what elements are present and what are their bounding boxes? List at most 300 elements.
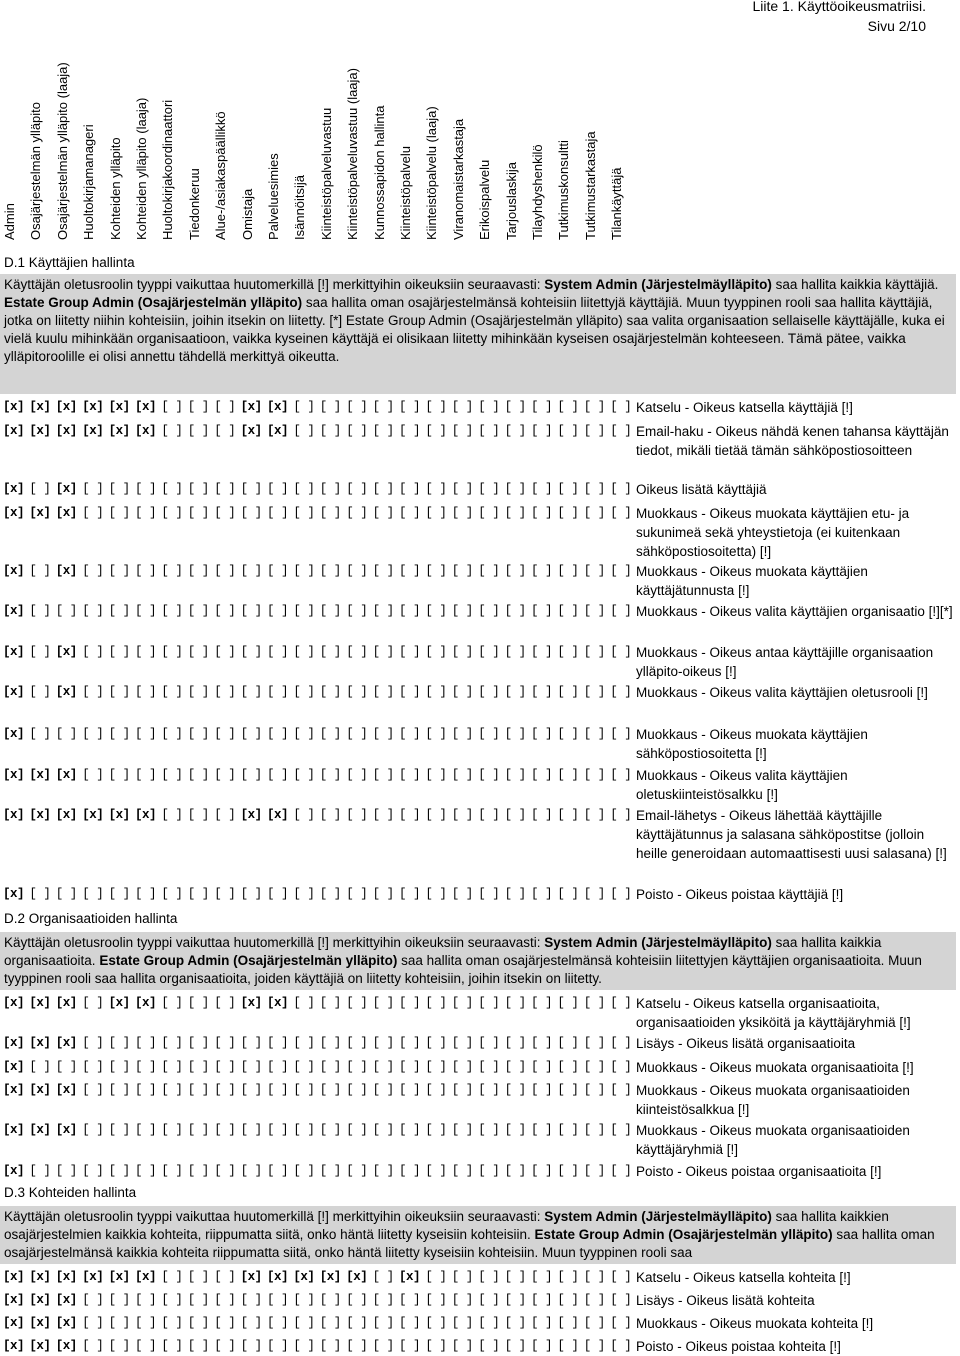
empty-box: [ ] — [531, 1164, 553, 1178]
empty-box: [ ] — [161, 1316, 183, 1330]
empty-box: [ ] — [531, 645, 553, 659]
checked-box: [x] — [346, 1270, 368, 1284]
empty-box: [ ] — [187, 564, 209, 578]
role-header: Kohteiden ylläpito (laaja) — [134, 97, 149, 240]
empty-box: [ ] — [346, 1060, 368, 1074]
empty-box: [ ] — [135, 1123, 157, 1137]
empty-box: [ ] — [55, 887, 77, 901]
empty-box: [ ] — [610, 887, 632, 901]
section-description — [0, 932, 956, 990]
empty-box: [ ] — [82, 1293, 104, 1307]
description-text: saa hallita kaikkia käyttäjiä. — [771, 277, 939, 292]
empty-box: [ ] — [135, 604, 157, 618]
checked-box: [x] — [55, 506, 77, 520]
empty-box: [ ] — [82, 887, 104, 901]
empty-box: [ ] — [293, 645, 315, 659]
empty-box: [ ] — [425, 1123, 447, 1137]
empty-box: [ ] — [293, 727, 315, 741]
empty-box: [ ] — [478, 1060, 500, 1074]
empty-box: [ ] — [372, 1293, 394, 1307]
empty-box: [ ] — [29, 1060, 51, 1074]
permission-description: Muokkaus - Oikeus antaa käyttäjille organisaation ylläpito-oikeus [!] — [636, 645, 934, 679]
empty-box: [ ] — [451, 768, 473, 782]
checked-box: [x] — [55, 1123, 77, 1137]
checked-box: [x] — [399, 1270, 421, 1284]
empty-box: [ ] — [346, 768, 368, 782]
permission-description: Muokkaus - Oikeus valita käyttäjien organisaatio [!][*] — [636, 604, 953, 619]
checked-box: [x] — [240, 400, 262, 414]
empty-box: [ ] — [583, 768, 605, 782]
empty-box: [ ] — [293, 1083, 315, 1097]
empty-box: [ ] — [82, 685, 104, 699]
empty-box: [ ] — [293, 768, 315, 782]
role-header: Viranomaistarkastaja — [450, 118, 466, 240]
empty-box: [ ] — [319, 400, 341, 414]
empty-box: [ ] — [214, 424, 236, 438]
empty-box: [ ] — [557, 887, 579, 901]
empty-box: [ ] — [161, 604, 183, 618]
empty-box: [ ] — [240, 887, 262, 901]
empty-box: [ ] — [399, 887, 421, 901]
role-header: Huoltokirjamanageri — [81, 124, 97, 240]
checked-box: [x] — [3, 400, 25, 414]
empty-box: [ ] — [161, 400, 183, 414]
empty-box: [ ] — [29, 645, 51, 659]
empty-box: [ ] — [187, 424, 209, 438]
empty-box: [ ] — [557, 506, 579, 520]
checked-box: [x] — [3, 1060, 25, 1074]
empty-box: [ ] — [425, 727, 447, 741]
empty-box: [ ] — [531, 1036, 553, 1050]
empty-box: [ ] — [425, 1060, 447, 1074]
description-text: saa hallita kaikkien osajärjestelmien kaikkia kohteita, riippumatta siitä, onko häntä liitetty kyseisiin kohteisiin. — [4, 1209, 889, 1242]
empty-box: [ ] — [161, 887, 183, 901]
empty-box: [ ] — [187, 1316, 209, 1330]
checked-box: [x] — [82, 400, 104, 414]
empty-box: [ ] — [108, 887, 130, 901]
empty-box: [ ] — [583, 645, 605, 659]
empty-box: [ ] — [240, 685, 262, 699]
permission-description: Muokkaus - Oikeus muokata organisaatioiden kiinteistösalkkua [!] — [636, 1083, 910, 1117]
empty-box: [ ] — [346, 482, 368, 496]
empty-box: [ ] — [531, 727, 553, 741]
empty-box: [ ] — [319, 685, 341, 699]
empty-box: [ ] — [557, 1270, 579, 1284]
role-checkbox-group — [3, 1291, 633, 1309]
emphasis-text: System Admin (Järjestelmäylläpito) — [544, 277, 772, 292]
permission-description: Muokkaus - Oikeus muokata käyttäjien etu- ja sukunimeä sekä yhteystietoja (ei kuitenkaan sähköpostiosoitetta) [!] — [636, 506, 910, 559]
empty-box: [ ] — [240, 1083, 262, 1097]
empty-box: [ ] — [82, 768, 104, 782]
empty-box: [ ] — [187, 1293, 209, 1307]
empty-box: [ ] — [346, 645, 368, 659]
empty-box: [ ] — [583, 1339, 605, 1353]
empty-box: [ ] — [346, 564, 368, 578]
empty-box: [ ] — [557, 400, 579, 414]
empty-box: [ ] — [108, 1060, 130, 1074]
empty-box: [ ] — [557, 727, 579, 741]
empty-box: [ ] — [108, 604, 130, 618]
empty-box: [ ] — [425, 887, 447, 901]
empty-box: [ ] — [504, 645, 526, 659]
checked-box: [x] — [135, 808, 157, 822]
empty-box: [ ] — [478, 996, 500, 1010]
role-checkbox-group — [3, 562, 633, 580]
role-header: Omistaja — [239, 188, 255, 240]
empty-box: [ ] — [531, 482, 553, 496]
checked-box: [x] — [55, 768, 77, 782]
empty-box: [ ] — [425, 564, 447, 578]
permission-description: Muokkaus - Oikeus valita käyttäjien oletuskiinteistösalkku [!] — [636, 768, 848, 802]
empty-box: [ ] — [504, 400, 526, 414]
empty-box: [ ] — [293, 808, 315, 822]
description-text: Käyttäjän oletusroolin tyyppi vaikuttaa huutomerkillä [!] merkittyihin oikeuksiin seuraavasti: — [4, 935, 545, 950]
empty-box: [ ] — [610, 685, 632, 699]
empty-box: [ ] — [55, 1060, 77, 1074]
description-text: Käyttäjän oletusroolin tyyppi vaikuttaa huutomerkillä [!] merkittyihin oikeuksiin seuraavasti: — [4, 277, 545, 292]
empty-box: [ ] — [504, 424, 526, 438]
empty-box: [ ] — [557, 1316, 579, 1330]
empty-box: [ ] — [531, 424, 553, 438]
checked-box: [x] — [55, 400, 77, 414]
checked-box: [x] — [55, 685, 77, 699]
empty-box: [ ] — [108, 727, 130, 741]
empty-box: [ ] — [478, 808, 500, 822]
empty-box: [ ] — [504, 1316, 526, 1330]
role-header: Osajärjestelmän ylläpito — [28, 101, 44, 240]
role-header: Tilankäyttäjä — [609, 167, 625, 240]
empty-box: [ ] — [161, 1293, 183, 1307]
empty-box: [ ] — [583, 506, 605, 520]
empty-box: [ ] — [161, 564, 183, 578]
empty-box: [ ] — [240, 1316, 262, 1330]
empty-box: [ ] — [108, 506, 130, 520]
checked-box: [x] — [82, 424, 104, 438]
empty-box: [ ] — [583, 424, 605, 438]
checked-box: [x] — [55, 1339, 77, 1353]
role-header: Kiinteistöpalveluvastuu (laaja) — [345, 68, 361, 240]
checked-box: [x] — [267, 996, 289, 1010]
empty-box: [ ] — [82, 1036, 104, 1050]
empty-box: [ ] — [214, 1339, 236, 1353]
empty-box: [ ] — [478, 604, 500, 618]
empty-box: [ ] — [557, 1083, 579, 1097]
section-title: D.2 Organisaatioiden hallinta — [4, 911, 178, 926]
empty-box: [ ] — [425, 685, 447, 699]
empty-box: [ ] — [319, 645, 341, 659]
empty-box: [ ] — [372, 564, 394, 578]
empty-box: [ ] — [29, 887, 51, 901]
empty-box: [ ] — [399, 645, 421, 659]
empty-box: [ ] — [240, 727, 262, 741]
empty-box: [ ] — [346, 1316, 368, 1330]
empty-box: [ ] — [187, 506, 209, 520]
empty-box: [ ] — [267, 1164, 289, 1178]
checked-box: [x] — [29, 1293, 51, 1307]
empty-box: [ ] — [557, 1036, 579, 1050]
empty-box: [ ] — [557, 1060, 579, 1074]
empty-box: [ ] — [319, 604, 341, 618]
empty-box: [ ] — [187, 604, 209, 618]
empty-box: [ ] — [372, 1083, 394, 1097]
empty-box: [ ] — [55, 604, 77, 618]
empty-box: [ ] — [425, 482, 447, 496]
empty-box: [ ] — [161, 768, 183, 782]
empty-box: [ ] — [425, 604, 447, 618]
empty-box: [ ] — [82, 1339, 104, 1353]
checked-box: [x] — [82, 1270, 104, 1284]
empty-box: [ ] — [293, 1164, 315, 1178]
empty-box: [ ] — [372, 1036, 394, 1050]
empty-box: [ ] — [425, 424, 447, 438]
checked-box: [x] — [267, 808, 289, 822]
empty-box: [ ] — [135, 887, 157, 901]
empty-box: [ ] — [610, 482, 632, 496]
section-title: D.1 Käyttäjien hallinta — [4, 255, 135, 270]
empty-box: [ ] — [108, 482, 130, 496]
permission-matrix — [0, 250, 960, 1355]
empty-box: [ ] — [82, 1164, 104, 1178]
page-header — [0, 0, 960, 250]
empty-box: [ ] — [557, 564, 579, 578]
empty-box: [ ] — [135, 1316, 157, 1330]
empty-box: [ ] — [214, 1293, 236, 1307]
empty-box: [ ] — [293, 887, 315, 901]
empty-box: [ ] — [583, 1270, 605, 1284]
checked-box: [x] — [135, 996, 157, 1010]
role-checkbox-group — [3, 1081, 633, 1099]
section-description — [0, 1206, 956, 1264]
checked-box: [x] — [3, 482, 25, 496]
permission-description: Email-haku - Oikeus nähdä kenen tahansa käyttäjän tiedot, mikäli tietää tämän sähköpostiosoitteen — [636, 424, 949, 458]
empty-box: [ ] — [214, 685, 236, 699]
checked-box: [x] — [55, 1293, 77, 1307]
empty-box: [ ] — [583, 996, 605, 1010]
empty-box: [ ] — [161, 1060, 183, 1074]
empty-box: [ ] — [240, 506, 262, 520]
empty-box: [ ] — [425, 1083, 447, 1097]
empty-box: [ ] — [399, 1036, 421, 1050]
empty-box: [ ] — [293, 996, 315, 1010]
empty-box: [ ] — [583, 564, 605, 578]
document-title: Liite 1. Käyttöoikeusmatriisi. — [752, 0, 926, 14]
checked-box: [x] — [3, 887, 25, 901]
empty-box: [ ] — [214, 727, 236, 741]
empty-box: [ ] — [319, 768, 341, 782]
role-checkbox-group — [3, 994, 633, 1012]
role-header: Tutkimuskonsultti — [556, 140, 572, 240]
empty-box: [ ] — [610, 727, 632, 741]
empty-box: [ ] — [372, 1060, 394, 1074]
checked-box: [x] — [55, 482, 77, 496]
empty-box: [ ] — [346, 400, 368, 414]
empty-box: [ ] — [319, 727, 341, 741]
empty-box: [ ] — [214, 1164, 236, 1178]
role-header: Tarjouslaskija — [503, 161, 519, 240]
empty-box: [ ] — [161, 1123, 183, 1137]
empty-box: [ ] — [372, 400, 394, 414]
empty-box: [ ] — [267, 1316, 289, 1330]
empty-box: [ ] — [29, 685, 51, 699]
role-checkbox-group — [3, 504, 633, 522]
empty-box: [ ] — [478, 564, 500, 578]
empty-box: [ ] — [583, 400, 605, 414]
empty-box: [ ] — [583, 1036, 605, 1050]
role-checkbox-group — [3, 643, 633, 661]
empty-box: [ ] — [214, 1083, 236, 1097]
empty-box: [ ] — [293, 1316, 315, 1330]
empty-box: [ ] — [531, 1083, 553, 1097]
checked-box: [x] — [29, 506, 51, 520]
empty-box: [ ] — [478, 1316, 500, 1330]
empty-box: [ ] — [399, 400, 421, 414]
empty-box: [ ] — [399, 564, 421, 578]
empty-box: [ ] — [319, 1123, 341, 1137]
checked-box: [x] — [135, 1270, 157, 1284]
empty-box: [ ] — [531, 1293, 553, 1307]
emphasis-text: Estate Group Admin (Osajärjestelmän ylläpito) — [99, 953, 398, 968]
empty-box: [ ] — [557, 685, 579, 699]
empty-box: [ ] — [161, 1083, 183, 1097]
empty-box: [ ] — [557, 996, 579, 1010]
empty-box: [ ] — [399, 506, 421, 520]
role-header: Erikoispalvelu — [477, 159, 493, 240]
empty-box: [ ] — [108, 768, 130, 782]
empty-box: [ ] — [346, 887, 368, 901]
role-header: Osajärjestelmän ylläpito (laaja) — [54, 62, 70, 240]
empty-box: [ ] — [161, 645, 183, 659]
empty-box: [ ] — [451, 1036, 473, 1050]
empty-box: [ ] — [451, 424, 473, 438]
empty-box: [ ] — [610, 1316, 632, 1330]
checked-box: [x] — [108, 424, 130, 438]
empty-box: [ ] — [214, 645, 236, 659]
permission-description: Poisto - Oikeus poistaa organisaatioita [!] — [636, 1164, 882, 1179]
empty-box: [ ] — [82, 996, 104, 1010]
empty-box: [ ] — [583, 1316, 605, 1330]
empty-box: [ ] — [319, 1036, 341, 1050]
empty-box: [ ] — [161, 482, 183, 496]
empty-box: [ ] — [187, 685, 209, 699]
empty-box: [ ] — [108, 1083, 130, 1097]
empty-box: [ ] — [504, 996, 526, 1010]
empty-box: [ ] — [478, 400, 500, 414]
empty-box: [ ] — [531, 564, 553, 578]
empty-box: [ ] — [187, 1270, 209, 1284]
empty-box: [ ] — [267, 482, 289, 496]
empty-box: [ ] — [504, 1339, 526, 1353]
permission-description: Poisto - Oikeus poistaa käyttäjiä [!] — [636, 887, 844, 902]
empty-box: [ ] — [557, 1293, 579, 1307]
role-header: Kunnossapidon hallinta — [371, 105, 387, 240]
empty-box: [ ] — [319, 887, 341, 901]
empty-box: [ ] — [161, 506, 183, 520]
empty-box: [ ] — [425, 1270, 447, 1284]
checked-box: [x] — [29, 1270, 51, 1284]
empty-box: [ ] — [82, 1083, 104, 1097]
role-checkbox-group — [3, 1121, 633, 1139]
checked-box: [x] — [29, 768, 51, 782]
empty-box: [ ] — [319, 1316, 341, 1330]
checked-box: [x] — [29, 1316, 51, 1330]
role-checkbox-group — [3, 1268, 633, 1286]
empty-box: [ ] — [531, 1339, 553, 1353]
empty-box: [ ] — [135, 1060, 157, 1074]
checked-box: [x] — [55, 645, 77, 659]
empty-box: [ ] — [504, 887, 526, 901]
empty-box: [ ] — [267, 1036, 289, 1050]
checked-box: [x] — [3, 727, 25, 741]
empty-box: [ ] — [293, 1339, 315, 1353]
empty-box: [ ] — [29, 727, 51, 741]
checked-box: [x] — [29, 808, 51, 822]
empty-box: [ ] — [267, 727, 289, 741]
empty-box: [ ] — [451, 887, 473, 901]
empty-box: [ ] — [82, 482, 104, 496]
permission-description: Muokkaus - Oikeus muokata organisaatioita [!] — [636, 1060, 914, 1075]
empty-box: [ ] — [187, 1036, 209, 1050]
empty-box: [ ] — [583, 1164, 605, 1178]
empty-box: [ ] — [399, 1339, 421, 1353]
checked-box: [x] — [29, 1123, 51, 1137]
empty-box: [ ] — [293, 685, 315, 699]
checked-box: [x] — [3, 768, 25, 782]
empty-box: [ ] — [108, 1316, 130, 1330]
empty-box: [ ] — [214, 1060, 236, 1074]
empty-box: [ ] — [583, 685, 605, 699]
checked-box: [x] — [240, 424, 262, 438]
empty-box: [ ] — [267, 645, 289, 659]
empty-box: [ ] — [504, 685, 526, 699]
empty-box: [ ] — [372, 1270, 394, 1284]
checked-box: [x] — [3, 1083, 25, 1097]
empty-box: [ ] — [240, 604, 262, 618]
permission-description: Katselu - Oikeus katsella kohteita [!] — [636, 1270, 851, 1285]
empty-box: [ ] — [372, 1316, 394, 1330]
empty-box: [ ] — [425, 1339, 447, 1353]
empty-box: [ ] — [610, 1164, 632, 1178]
empty-box: [ ] — [187, 727, 209, 741]
empty-box: [ ] — [240, 1164, 262, 1178]
role-header: Kohteiden ylläpito — [107, 137, 123, 240]
empty-box: [ ] — [187, 1083, 209, 1097]
role-checkbox-group — [3, 683, 633, 701]
empty-box: [ ] — [372, 482, 394, 496]
empty-box: [ ] — [504, 808, 526, 822]
empty-box: [ ] — [293, 506, 315, 520]
empty-box: [ ] — [531, 887, 553, 901]
checked-box: [x] — [82, 808, 104, 822]
empty-box: [ ] — [451, 1083, 473, 1097]
empty-box: [ ] — [531, 808, 553, 822]
checked-box: [x] — [267, 400, 289, 414]
empty-box: [ ] — [372, 604, 394, 618]
checked-box: [x] — [108, 400, 130, 414]
checked-box: [x] — [3, 685, 25, 699]
role-checkbox-group — [3, 1058, 633, 1076]
empty-box: [ ] — [29, 482, 51, 496]
checked-box: [x] — [29, 424, 51, 438]
checked-box: [x] — [3, 1293, 25, 1307]
empty-box: [ ] — [240, 1036, 262, 1050]
empty-box: [ ] — [399, 768, 421, 782]
empty-box: [ ] — [214, 482, 236, 496]
empty-box: [ ] — [425, 808, 447, 822]
empty-box: [ ] — [29, 604, 51, 618]
empty-box: [ ] — [451, 564, 473, 578]
permission-description: Poisto - Oikeus poistaa kohteita [!] — [636, 1339, 841, 1354]
empty-box: [ ] — [214, 604, 236, 618]
